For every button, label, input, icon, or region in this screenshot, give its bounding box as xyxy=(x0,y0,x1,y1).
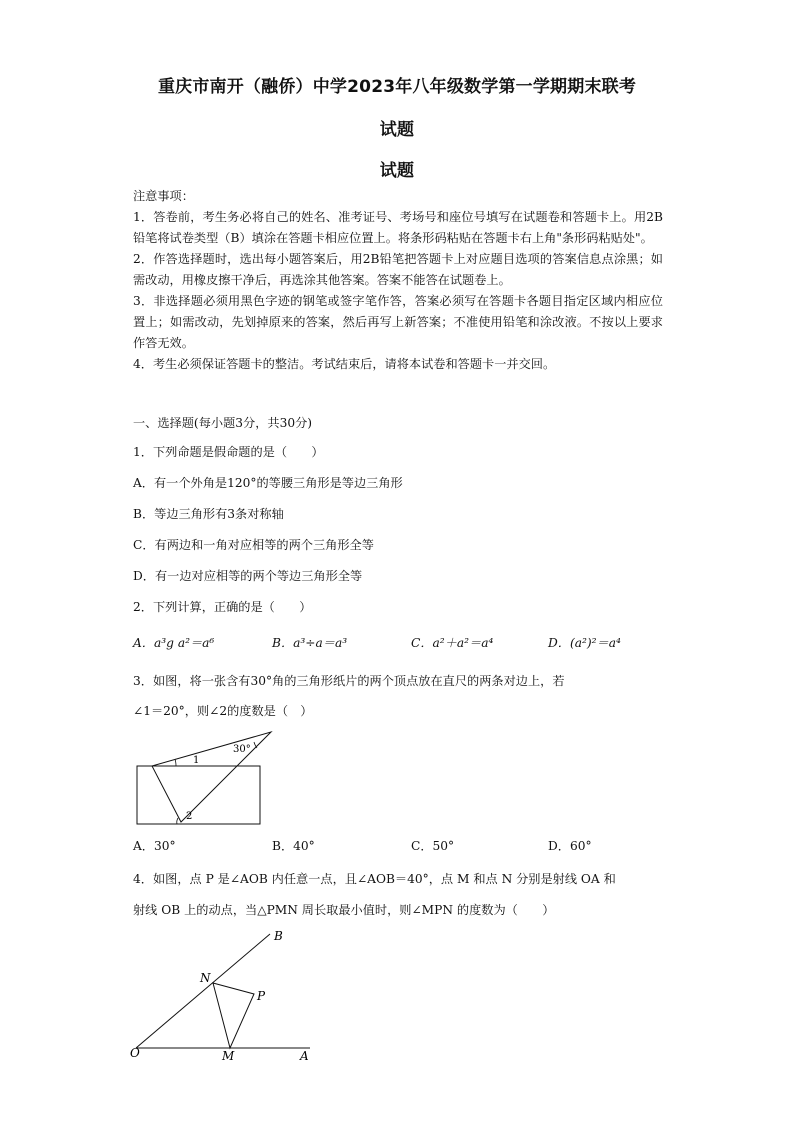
exam-subtitle-repeat: 试题 xyxy=(379,161,415,181)
exam-subtitle: 试题 xyxy=(379,120,415,140)
q3-figure xyxy=(130,726,280,828)
q3-stem-line1: 3．如图，将一张含有30°角的三角形纸片的两个顶点放在直尺的两条对边上，若 xyxy=(133,674,565,688)
q3-stem-line2: ∠1＝20°，则∠2的度数是（ ） xyxy=(133,704,313,718)
label-m: M xyxy=(222,1049,235,1063)
label-1: 1 xyxy=(193,755,200,766)
exam-title: 重庆市南开（融侨）中学2023年八年级数学第一学期期末联考 xyxy=(157,77,637,97)
note-item: 2．作答选择题时，选出每小题答案后，用2B铅笔把答题卡上对应题目选项的答案信息点涂黑；如需改动，用橡皮擦干净后，再选涂其他答案。答案不能答在试题卷上。 xyxy=(133,252,663,287)
ray-ob xyxy=(136,934,270,1048)
q4-stem-line1: 4．如图，点 P 是∠AOB 内任意一点，且∠AOB＝40°，点 M 和点 N 分别是射线 OA 和 xyxy=(133,872,616,886)
q2-option-b: B．a³÷a＝a³ xyxy=(272,636,348,650)
triangle-paper xyxy=(152,732,271,822)
label-n: N xyxy=(200,971,211,985)
label-30: 30° xyxy=(233,744,251,755)
q1-option-a: A．有一个外角是120°的等腰三角形是等边三角形 xyxy=(133,476,403,490)
q1-stem: 1．下列命题是假命题的是（ ） xyxy=(133,445,324,459)
triangle-pmn xyxy=(213,983,254,1048)
label-2: 2 xyxy=(186,811,193,822)
note-item: 1．答卷前，考生务必将自己的姓名、准考证号、考场号和座位号填写在试题卷和答题卡上。用2B铅笔将试卷类型（B）填涂在答题卡相应位置上。将条形码粘贴在答题卡右上角"条形码粘贴处"。 xyxy=(133,210,663,245)
q2-stem: 2．下列计算，正确的是（ ） xyxy=(133,600,312,614)
q1-option-c: C．有两边和一角对应相等的两个三角形全等 xyxy=(133,538,374,552)
angle-2-arc xyxy=(177,818,178,824)
q3-option-d: D．60° xyxy=(548,839,592,853)
q2-option-c: C．a²＋a²＝a⁴ xyxy=(411,636,494,650)
section-heading: 一、选择题(每小题3分，共30分) xyxy=(133,416,313,430)
q3-option-c: C．50° xyxy=(411,839,455,853)
q2-option-d: D．(a²)²＝a⁴ xyxy=(548,636,621,650)
q4-stem-line2: 射线 OB 上的动点，当△PMN 周长取最小值时，则∠MPN 的度数为（ ） xyxy=(133,903,555,917)
notes-heading: 注意事项： xyxy=(133,189,194,203)
label-b: B xyxy=(274,929,283,943)
label-a: A xyxy=(300,1049,309,1063)
q1-option-d: D．有一边对应相等的两个等边三角形全等 xyxy=(133,569,363,583)
q1-option-b: B．等边三角形有3条对称轴 xyxy=(133,507,284,521)
label-p: P xyxy=(257,989,266,1003)
q3-option-b: B．40° xyxy=(272,839,315,853)
q3-option-a: A．30° xyxy=(133,839,176,853)
notes-block xyxy=(133,186,663,375)
note-item: 3．非选择题必须用黑色字迹的钢笔或签字笔作答，答案必须写在答题卡各题目指定区域内相应位置上；如需改动，先划掉原来的答案，然后再写上新答案；不准使用铅笔和涂改液。不按以上要求作答无效。 xyxy=(133,294,663,350)
q4-figure xyxy=(128,926,318,1064)
ruler-rect xyxy=(137,766,260,824)
label-o: O xyxy=(130,1046,140,1060)
note-item: 4．考生必须保证答题卡的整洁。考试结束后，请将本试卷和答题卡一并交回。 xyxy=(133,357,556,371)
q2-option-a: A．a³g a²＝a⁶ xyxy=(133,636,215,650)
angle-1-arc xyxy=(175,759,176,766)
